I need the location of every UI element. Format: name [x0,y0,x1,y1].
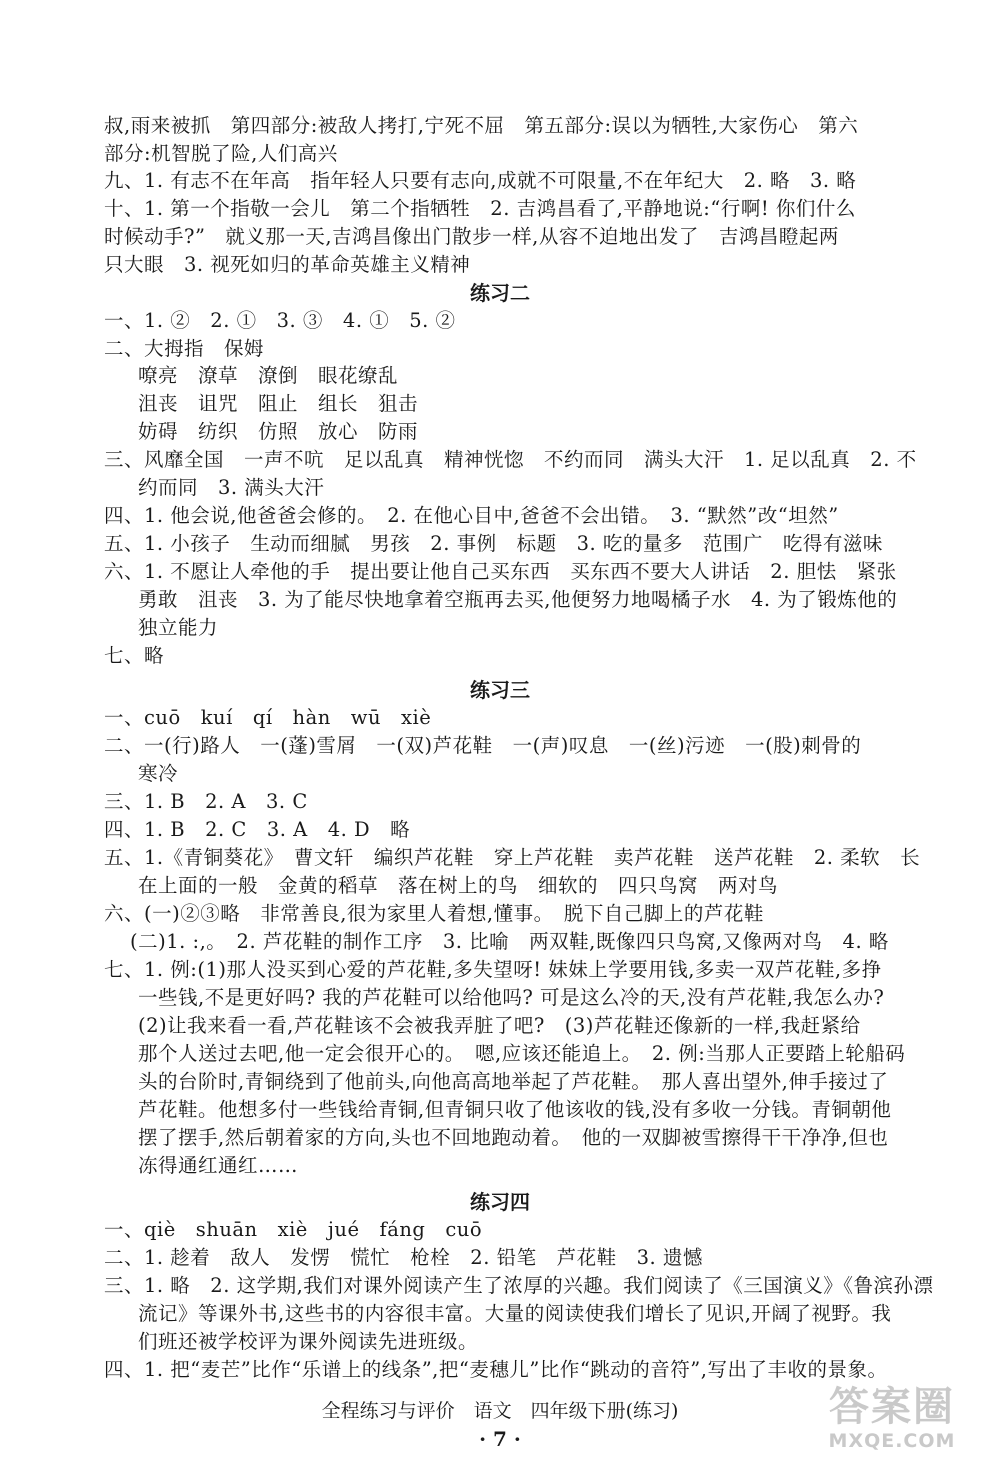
answer-line: 流记》等课外书,这些书的内容很丰富。大量的阅读使我们增长了见识,开阔了视野。我 [138,1302,892,1325]
answer-line: 叔,雨来被抓 第四部分:被敌人拷打,宁死不屈 第五部分:误以为牺牲,大家伤心 第六 [104,114,859,137]
answer-line: 五、1.《青铜葵花》 曹文轩 编织芦花鞋 穿上芦花鞋 卖芦花鞋 送芦花鞋 2. 柔软 长 [104,846,921,869]
answer-line: 一些钱,不是更好吗? 我的芦花鞋可以给他吗? 可是这么冷的天,没有芦花鞋,我怎么办? [138,986,885,1009]
answer-line: (二)1. :,。 2. 芦花鞋的制作工序 3. 比喻 两双鞋,既像四只鸟窝,又像两对鸟 4. 略 [130,930,889,953]
answer-line: 妨碍 纺织 仿照 放心 防雨 [138,420,419,443]
answer-line: 五、1. 小孩子 生动而细腻 男孩 2. 事例 标题 3. 吃的量多 范围广 吃得有滋味 [104,532,883,555]
answer-line: 们班还被学校评为课外阅读先进班级。 [138,1330,479,1353]
answer-line: 头的台阶时,青铜绕到了他前头,向他高高地举起了芦花鞋。 那人喜出望外,伸手接过了 [138,1070,889,1093]
answer-line: 嘹亮 潦草 潦倒 眼花缭乱 [138,364,399,387]
answer-line: 三、1. B 2. A 3. C [104,790,308,813]
answer-line: 九、1. 有志不在年高 指年轻人只要有志向,成就不可限量,不在年纪大 2. 略 3. 略 [104,169,857,192]
answer-line: 三、1. 略 2. 这学期,我们对课外阅读产生了浓厚的兴趣。我们阅读了《三国演义》《鲁滨孙漂 [104,1274,934,1297]
answer-line: 一、cuō kuí qí hàn wū xiè [104,706,432,729]
answer-line: 四、1. 他会说,他爸爸会修的。 2. 在他心目中,爸爸不会出错。 3. “默然”改“坦然” [104,504,839,527]
section-heading-4: 练习四 [470,1190,530,1214]
answer-line: 勇敢 沮丧 3. 为了能尽快地拿着空瓶再去买,他便努力地喝橘子水 4. 为了锻炼他的 [138,588,898,611]
answer-line: 独立能力 [138,616,219,639]
section-heading-3: 练习三 [470,678,530,702]
watermark-text: 答案圈 [829,1384,955,1430]
answer-line: 四、1. B 2. C 3. A 4. D 略 [104,818,411,841]
answer-line: 寒冷 [138,762,179,785]
answer-line: 芦花鞋。他想多付一些钱给青铜,但青铜只收了他该收的钱,没有多收一分钱。青铜朝他 [138,1098,892,1121]
answer-line: 七、1. 例:(1)那人没买到心爱的芦花鞋,多失望呀! 妹妹上学要用钱,多卖一双芦花鞋,多挣 [104,958,882,981]
answer-line: 七、略 [104,644,165,667]
section-heading-2: 练习二 [470,281,530,305]
answer-line: 二、一(行)路人 一(蓬)雪屑 一(双)芦花鞋 一(声)叹息 一(丝)污迹 一(股)刺骨的 [104,734,862,757]
answer-line: 一、qiè shuān xiè jué fáng cuō [104,1218,483,1241]
answer-line: 三、风靡全国 一声不吭 足以乱真 精神恍惚 不约而同 满头大汗 1. 足以乱真 2. 不 [104,448,917,471]
answer-line: (2)让我来看一看,芦花鞋该不会被我弄脏了吧? (3)芦花鞋还像新的一样,我赶紧给 [138,1014,861,1037]
page-footer: 全程练习与评价 语文 四年级下册(练习) [321,1400,679,1422]
answer-line: 冻得通红通红…… [138,1154,299,1177]
answer-line: 六、1. 不愿让人牵他的手 提出要让他自己买东西 买东西不要大人讲话 2. 胆怯 紧张 [104,560,897,583]
answer-line: 在上面的一般 金黄的稻草 落在树上的鸟 细软的 四只鸟窝 两对鸟 [138,874,779,897]
answer-line: 那个人送过去吧,他一定会很开心的。 嗯,应该还能追上。 2. 例:当那人正要踏上轮船码 [138,1042,906,1065]
answer-line: 六、(一)②③略 非常善良,很为家里人着想,懂事。 脱下自己脚上的芦花鞋 [104,902,764,925]
answer-line: 二、大拇指 保姆 [104,337,265,360]
answer-line: 四、1. 把“麦芒”比作“乐谱上的线条”,把“麦穗儿”比作“跳动的音符”,写出了丰收的景象。 [104,1358,888,1381]
answer-line: 时候动手?” 就义那一天,吉鸿昌像出门散步一样,从容不迫地出发了 吉鸿昌瞪起两 [104,225,839,248]
answer-line: 部分:机智脱了险,人们高兴 [104,142,338,165]
watermark-url: MXQE.COM [828,1430,956,1452]
answer-line: 二、1. 趁着 敌人 发愣 慌忙 枪栓 2. 铅笔 芦花鞋 3. 遗憾 [104,1246,703,1269]
answer-line: 约而同 3. 满头大汗 [138,476,325,499]
answer-line: 十、1. 第一个指敬一会儿 第二个指牺牲 2. 吉鸿昌看了,平静地说:“行啊! 你们什么 [104,197,856,220]
answer-line: 摆了摆手,然后朝着家的方向,头也不回地跑动着。 他的一双脚被雪擦得干干净净,但也 [138,1126,889,1149]
answer-line: 沮丧 诅咒 阻止 组长 狙击 [138,392,419,415]
page-number: · 7 · [479,1427,521,1451]
watermark-logo [812,1384,972,1460]
answer-line: 一、1. ② 2. ① 3. ③ 4. ① 5. ② [104,309,456,332]
answer-line: 只大眼 3. 视死如归的革命英雄主义精神 [104,253,471,276]
